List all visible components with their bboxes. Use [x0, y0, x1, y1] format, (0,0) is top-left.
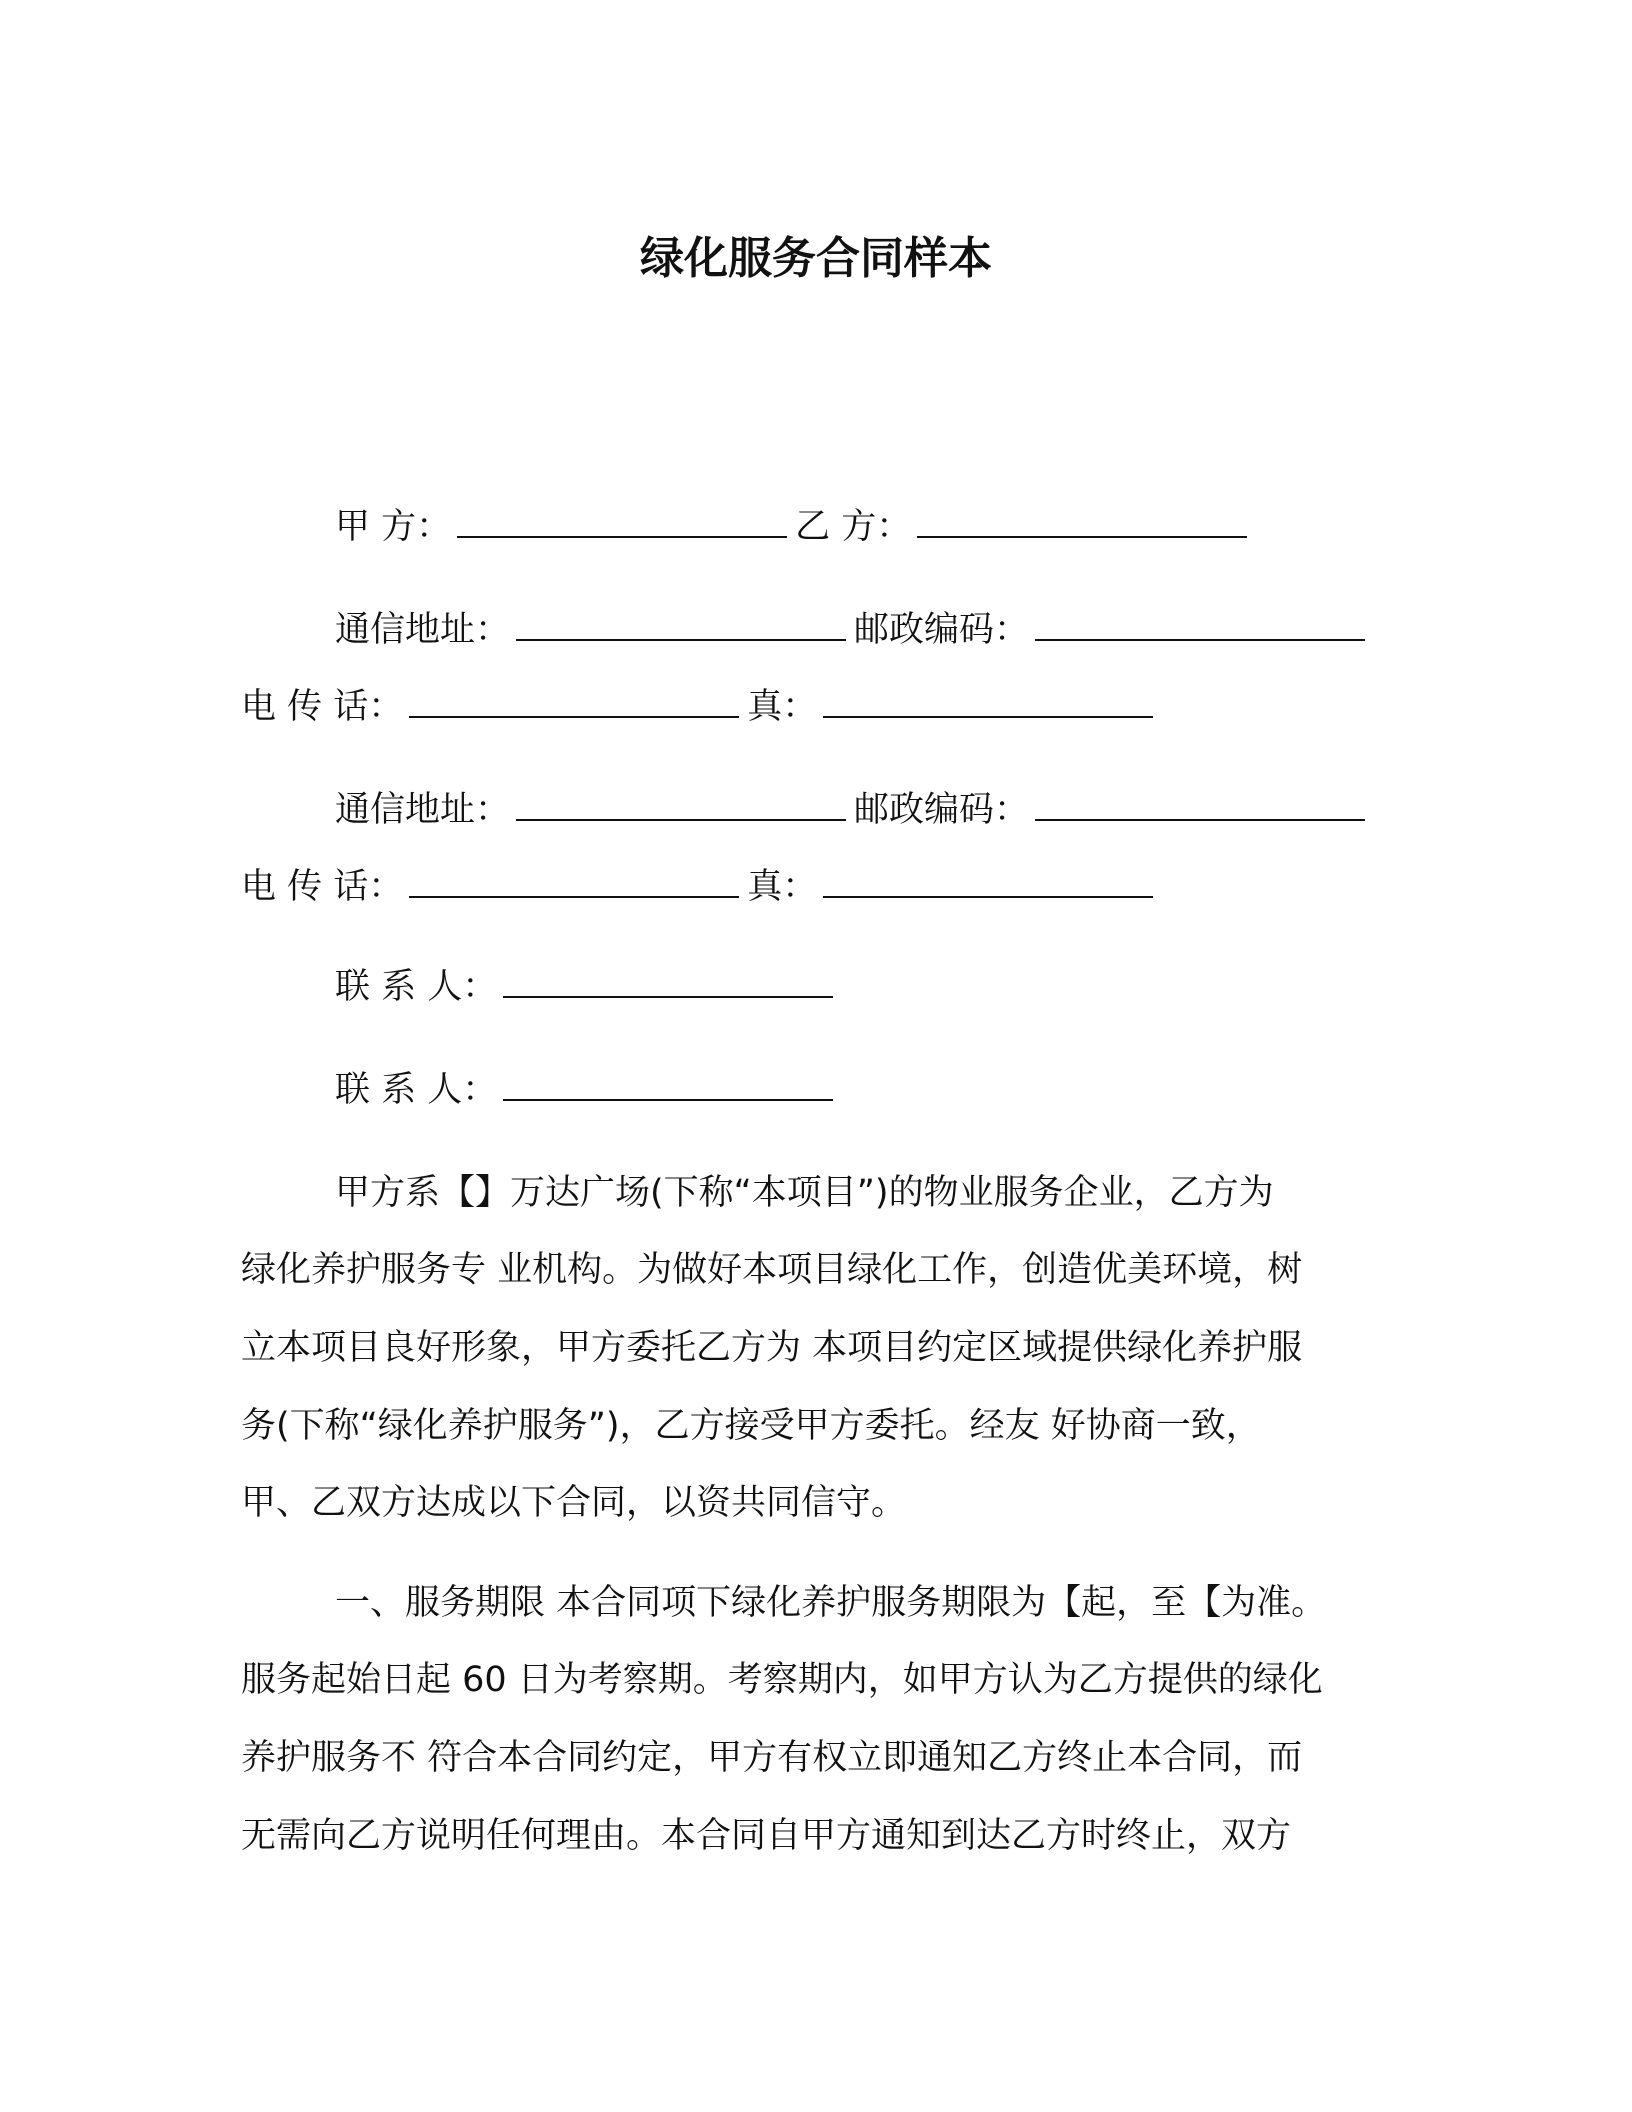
paragraph-line: 务(下称“绿化养护服务”)，乙方接受甲方委托。经友 好协商一致， [241, 1406, 1261, 1446]
phone-label: 电 传 话： [241, 867, 404, 907]
paragraph-line: 服务起始日起 60 日为考察期。考察期内，如甲方认为乙方提供的绿化 [241, 1660, 1323, 1700]
party-a-label: 甲 方： [335, 507, 452, 547]
paragraph-line: 甲、乙双方达成以下合同，以资共同信守。 [241, 1483, 907, 1523]
address-line-b [335, 786, 1373, 834]
address-line-a [335, 606, 1373, 654]
phone-line-b [241, 863, 1161, 911]
postcode-label: 邮政编码： [854, 610, 1030, 650]
party-line [335, 503, 1255, 551]
paragraph-line: 无需向乙方说明任何理由。本合同自甲方通知到达乙方时终止，双方 [241, 1816, 1292, 1856]
paragraph-line: 绿化养护服务专 业机构。为做好本项目绿化工作，创造优美环境，树 [241, 1250, 1303, 1290]
fax-blank [823, 866, 1153, 898]
address-label: 通信地址： [335, 790, 511, 830]
party-b-blank [917, 506, 1247, 538]
fax-label: 真： [747, 867, 818, 907]
address-blank [516, 609, 846, 641]
phone-label: 电 传 话： [241, 687, 404, 727]
contact-blank [503, 1069, 833, 1101]
document-title: 绿化服务合同样本 [640, 233, 992, 284]
contact-label: 联 系 人： [335, 1070, 498, 1110]
postcode-blank [1035, 789, 1365, 821]
paragraph-line: 养护服务不 符合本合同约定，甲方有权立即通知乙方终止本合同，而 [241, 1738, 1303, 1778]
phone-blank [409, 686, 739, 718]
contact-label: 联 系 人： [335, 967, 498, 1007]
fax-label: 真： [747, 687, 818, 727]
paragraph-line: 立本项目良好形象，甲方委托乙方为 本项目约定区域提供绿化养护服 [241, 1328, 1303, 1368]
contact-line-a [335, 963, 841, 1011]
phone-blank [409, 866, 739, 898]
contact-blank [503, 966, 833, 998]
address-label: 通信地址： [335, 610, 511, 650]
phone-line-a [241, 683, 1161, 731]
paragraph-line: 甲方系【】万达广场(下称“本项目”)的物业服务企业，乙方为 [335, 1173, 1274, 1213]
party-a-blank [457, 506, 787, 538]
postcode-blank [1035, 609, 1365, 641]
contact-line-b [335, 1066, 841, 1114]
fax-blank [823, 686, 1153, 718]
address-blank [516, 789, 846, 821]
paragraph-line: 一、服务期限 本合同项下绿化养护服务期限为【起，至【为准。 [335, 1583, 1327, 1623]
postcode-label: 邮政编码： [854, 790, 1030, 830]
party-b-label: 乙 方： [795, 507, 912, 547]
